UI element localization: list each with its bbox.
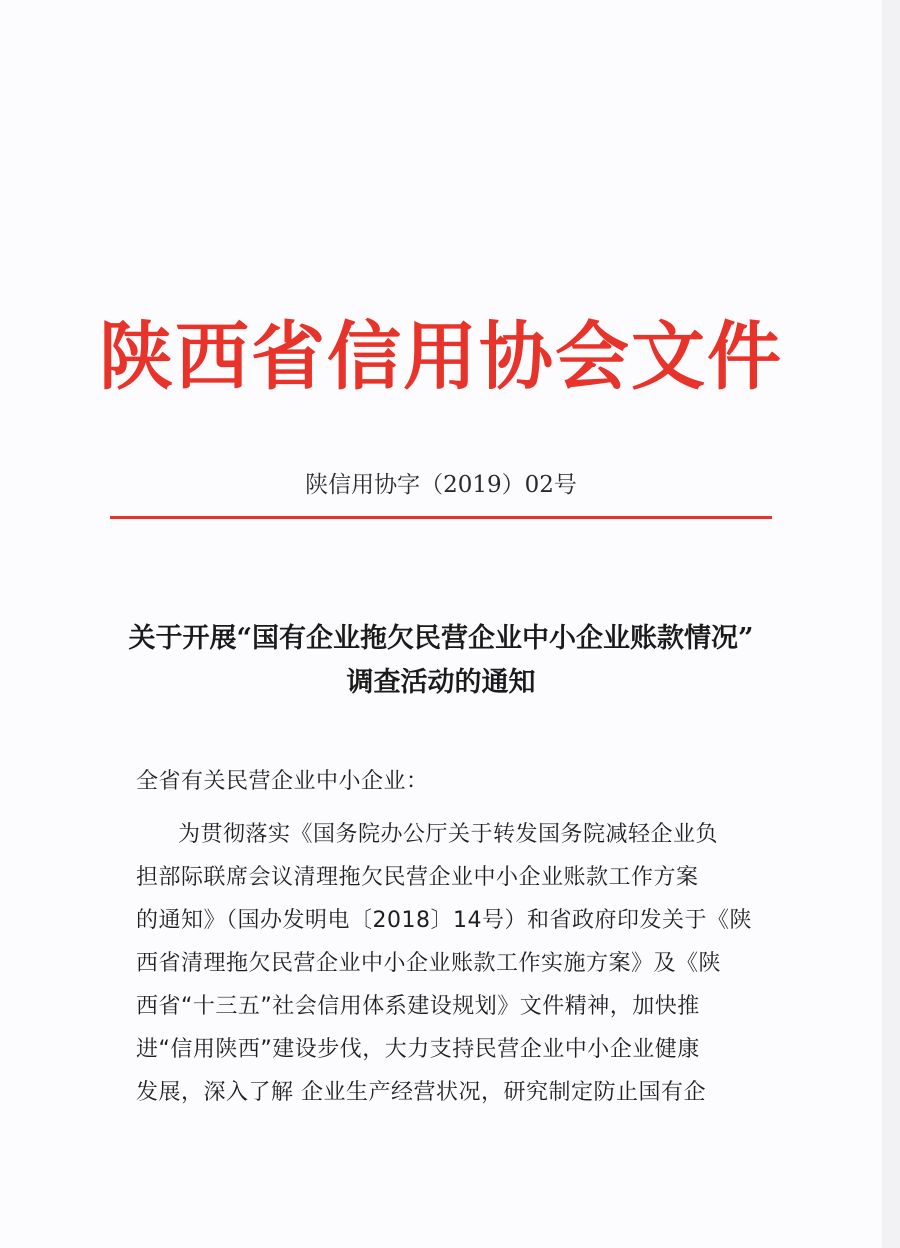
org-header: 陕西省信用协会文件 — [99, 314, 783, 400]
document-title-line-1: 关于开展“国有企业拖欠民营企业中小企业账款情况” — [128, 623, 754, 654]
body-line-6: 进“信用陕西”建设步伐，大力支持民营企业中小企业健康 — [136, 1037, 700, 1062]
body-line-4: 西省清理拖欠民营企业中小企业账款工作实施方案》及《陕 — [136, 951, 722, 976]
document-title-line-2: 调查活动的通知 — [346, 667, 536, 698]
body-line-7: 发展，深入了解 企业生产经营状况，研究制定防止国有企 — [136, 1080, 706, 1105]
salutation: 全省有关民营企业中小企业： — [136, 769, 429, 794]
red-divider-line — [110, 516, 772, 519]
body-line-5: 西省“十三五”社会信用体系建设规划》文件精神，加快推 — [136, 994, 700, 1019]
document-number: 陕信用协字（2019）02号 — [305, 472, 577, 498]
body-line-1: 为贯彻落实《国务院办公厅关于转发国务院减轻企业负 — [178, 822, 719, 847]
body-line-3: 的通知》（国办发明电〔2018〕14号）和省政府印发关于《陕 — [136, 908, 752, 933]
body-line-2: 担部际联席会议清理拖欠民营企业中小企业账款工作方案 — [136, 865, 699, 890]
